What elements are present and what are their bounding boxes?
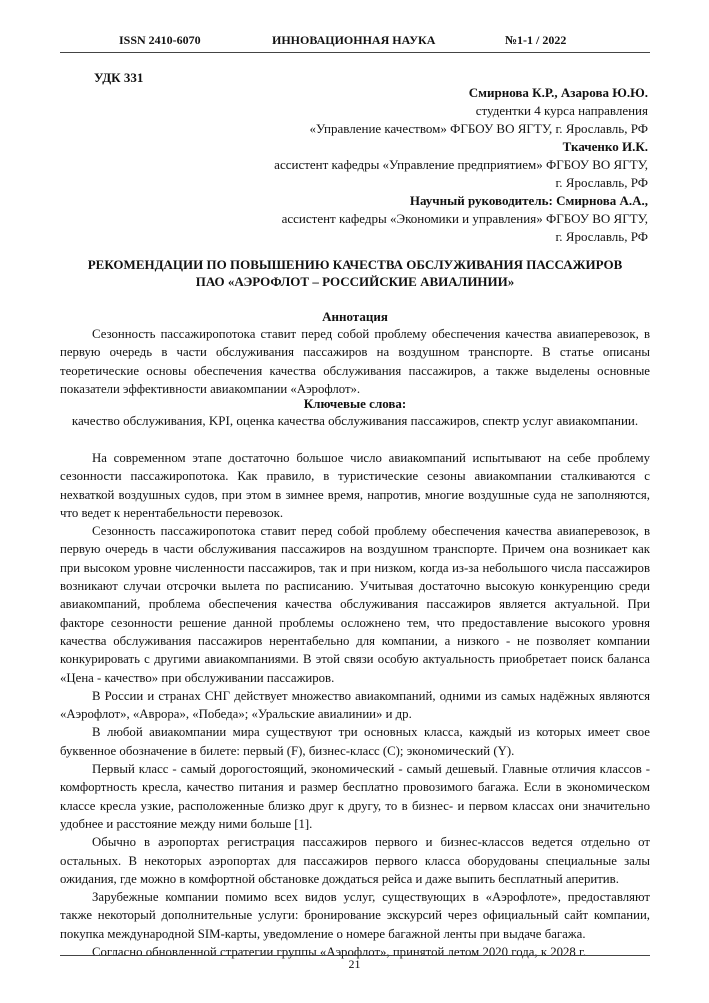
header-issue: №1-1 / 2022 [505,33,567,47]
article-title-line-1: РЕКОМЕНДАЦИИ ПО ПОВЫШЕНИЮ КАЧЕСТВА ОБСЛУЖИВАНИЯ ПАССАЖИРОВ [87,257,623,272]
header-divider [60,52,650,53]
keywords-heading: Ключевые слова: [303,396,407,411]
supervisor-affiliation-a: ассистент кафедры «Экономики и управления» ФГБОУ ВО ЯГТУ, [281,211,648,226]
author-affiliation-2b: г. Ярославль, РФ [555,175,648,190]
body-paragraph: Зарубежные компании помимо всех видов услуг, существующих в «Аэрофлоте», предоставляют также некоторый дополнительные услуги: бронирование экскурсий через официальный сайт компании, покупка международной SIM-карты, уведомление о номере багажной ленты при выдаче багажа. [60,890,650,941]
header-journal-title: ИННОВАЦИОННАЯ НАУКА [272,33,436,47]
udk-code: УДК 331 [94,70,144,85]
header-issn: ISSN 2410-6070 [119,33,201,47]
page-number: 21 [348,957,361,971]
article-body [60,449,650,961]
body-paragraph: Первый класс - самый дорогостоящий, экономический - самый дешевый. Главные отличия классов - комфортность кресла, качество питания и размер бесплатно провозимого багажа. Если в экономическом классе кресла узкие, расположенные близко друг к другу, то в бизнес- и первом классах они значительно удобнее и расстояние между ними больше [1]. [60,762,650,831]
author-block [274,84,648,246]
abstract-text: Сезонность пассажиропотока ставит перед собой проблему обеспечения качества авиаперевозок, в первую очередь в части обслуживания пассажиров на воздушном транспорте. В статье описаны теоретические основы обеспечения качества обслуживания пассажиров, а также выделены основные показатели эффективности авиакомпании «Аэрофлот». [60,327,650,396]
abstract-heading: Аннотация [322,309,388,324]
author-names-1: Смирнова К.Р., Азарова Ю.Ю. [468,85,648,100]
body-paragraph: В России и странах СНГ действует множество авиакомпаний, одними из самых надёжных являются «Аэрофлот», «Аврора», «Победа»; «Уральские авиалинии» и др. [60,688,650,722]
footer-divider [60,955,650,956]
author-affiliation-1a: студентки 4 курса направления [475,103,648,118]
body-paragraph: Согласно обновленной стратегии группы «Аэрофлот», принятой летом 2020 года, к 2028 г. [92,945,587,960]
article-title [60,256,650,290]
author-names-2: Ткаченко И.К. [562,139,648,154]
keywords-text: качество обслуживания, KPI, оценка качества обслуживания пассажиров, спектр услуг авиакомпании. [71,413,639,428]
body-paragraph: Сезонность пассажиропотока ставит перед собой проблему обеспечения качества авиаперевозок, в первую очередь в части обслуживания пассажиров на воздушном транспорте. Причем она возникает как при высоком уровне численности пассажиров, так и при низком, когда из-за небольшого числа пассажиров возникают случаи отсрочки вылета по расписанию. Учитывая достаточно высокую конкуренцию среди авиакомпаний, проблема обеспечения качества обслуживания пассажиров является актуальной. При факторе сезонности решение данной проблемы осложнено тем, что предоставление высокого уровня качества обслуживания пассажиров нерентабельно для компании, а низкого - не позволяет компании конкурировать с другими авиакомпаниями. В этой связи особую актуальность приобретает поиск баланса «Цена - качество» при обслуживании пассажиров. [60,524,650,685]
body-paragraph: На современном этапе достаточно большое число авиакомпаний испытывают на себе проблему сезонности пассажиропотока. Как правило, в туристические сезоны авиакомпании сталкиваются с нехваткой воздушных судов, при этом в зимнее время, напротив, многие воздушные суда не заполняются, что ведет к нерентабельности перевозок. [60,451,650,520]
body-paragraph: В любой авиакомпании мира существуют три основных класса, каждый из которых имеет свое буквенное обозначение в билете: первый (F), бизнес-класс (C); экономический (Y). [60,725,650,758]
article-title-line-2: ПАО «АЭРОФЛОТ – РОССИЙСКИЕ АВИАЛИНИИ» [195,274,515,289]
author-affiliation-2a: ассистент кафедры «Управление предприятием» ФГБОУ ВО ЯГТУ, [274,157,648,172]
supervisor-name: Научный руководитель: Смирнова А.А., [409,193,648,208]
author-affiliation-1b: «Управление качеством» ФГБОУ ВО ЯГТУ, г. Ярославль, РФ [309,121,648,136]
body-paragraph: Обычно в аэропортах регистрация пассажиров первого и бизнес-классов ведется отдельно от остальных. В некоторых аэропортах для пассажиров первого класса оборудованы специальные залы ожидания, где можно в комфортной обстановке дождаться рейса и даже выпить бесплатный аперитив. [60,835,650,886]
supervisor-affiliation-b: г. Ярославль, РФ [555,229,648,244]
